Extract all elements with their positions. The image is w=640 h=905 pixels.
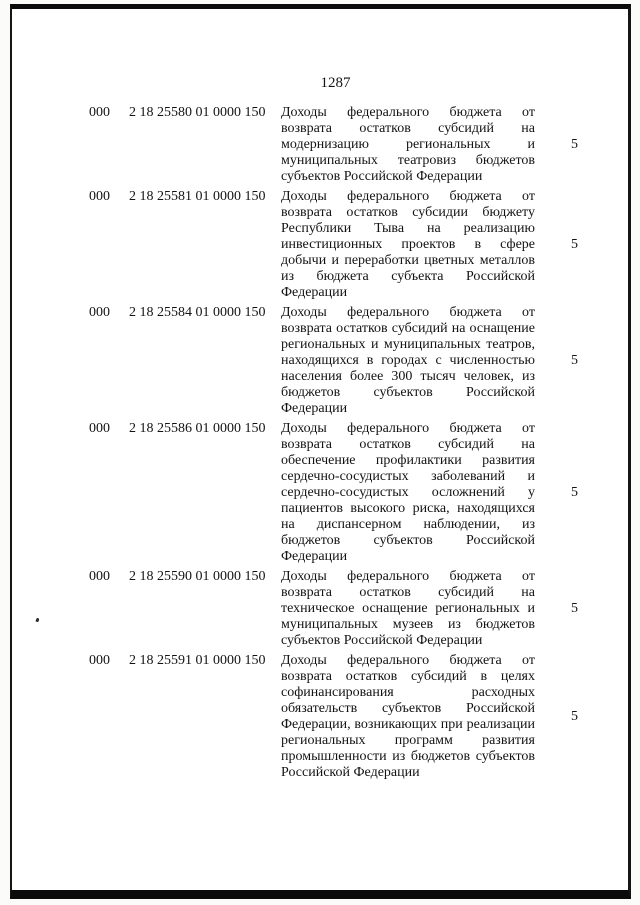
value-cell: 5 (571, 709, 578, 724)
income-description-cell: Доходы федерального бюджета от возврата остатков субсидий на оснащение региональных и муниципальных театров, находящихся в городах с численностью населения более 300 тысяч человек, из бюджетов субъектов Российской Федерации (281, 305, 535, 416)
income-description-cell: Доходы федерального бюджета от возврата остатков субсидий на обеспечение профилактики развития сердечно-сосудистых заболеваний и сердечно-сосудистых осложнений у пациентов высокого риска, находящихся на диспансерном наблюдении, из бюджетов субъектов Российской Федерации (281, 421, 535, 564)
value-cell: 5 (571, 485, 578, 500)
income-description-cell: Доходы федерального бюджета от возврата остатков субсидий в целях софинансирования расходных обязательств субъектов Российской Федерации, возникающих при реализации региональных программ развития промышленности из бюджетов субъектов Российской Федерации (281, 653, 535, 780)
budget-code-table (89, 105, 582, 781)
page-number: 1287 (320, 75, 351, 91)
value-cell: 5 (571, 237, 578, 252)
table-row (89, 305, 582, 417)
table-row (89, 569, 582, 649)
budget-classification-code-cell: 2 18 25581 01 0000 150 (129, 189, 266, 204)
income-description-cell: Доходы федерального бюджета от возврата остатков субсидий на техническое оснащение региональных и муниципальных музеев из бюджетов субъектов Российской Федерации (281, 569, 535, 648)
admin-code-cell: 000 (89, 305, 110, 320)
table-row (89, 653, 582, 781)
value-cell: 5 (571, 137, 578, 152)
admin-code-cell: 000 (89, 105, 110, 120)
table-row (89, 189, 582, 301)
budget-classification-code-cell: 2 18 25590 01 0000 150 (129, 569, 266, 584)
admin-code-cell: 000 (89, 189, 110, 204)
value-cell: 5 (571, 353, 578, 368)
table-row (89, 105, 582, 185)
value-cell: 5 (571, 601, 578, 616)
table-row (89, 421, 582, 565)
income-description-cell: Доходы федерального бюджета от возврата остатков субсидий на модернизацию региональных и муниципальных театровиз бюджетов субъектов Российской Федерации (281, 105, 535, 184)
budget-classification-code-cell: 2 18 25591 01 0000 150 (129, 653, 266, 668)
budget-classification-code-cell: 2 18 25584 01 0000 150 (129, 305, 266, 320)
scan-border-frame (10, 4, 631, 899)
budget-classification-code-cell: 2 18 25586 01 0000 150 (129, 421, 266, 436)
income-description-cell: Доходы федерального бюджета от возврата остатков субсидии бюджету Республики Тыва на реализацию инвестиционных проектов в сфере добычи и переработки цветных металлов из бюджета субъекта Российской Федерации (281, 189, 535, 300)
budget-classification-code-cell: 2 18 25580 01 0000 150 (129, 105, 266, 120)
document-page (12, 9, 628, 785)
admin-code-cell: 000 (89, 653, 110, 668)
admin-code-cell: 000 (89, 569, 110, 584)
admin-code-cell: 000 (89, 421, 110, 436)
